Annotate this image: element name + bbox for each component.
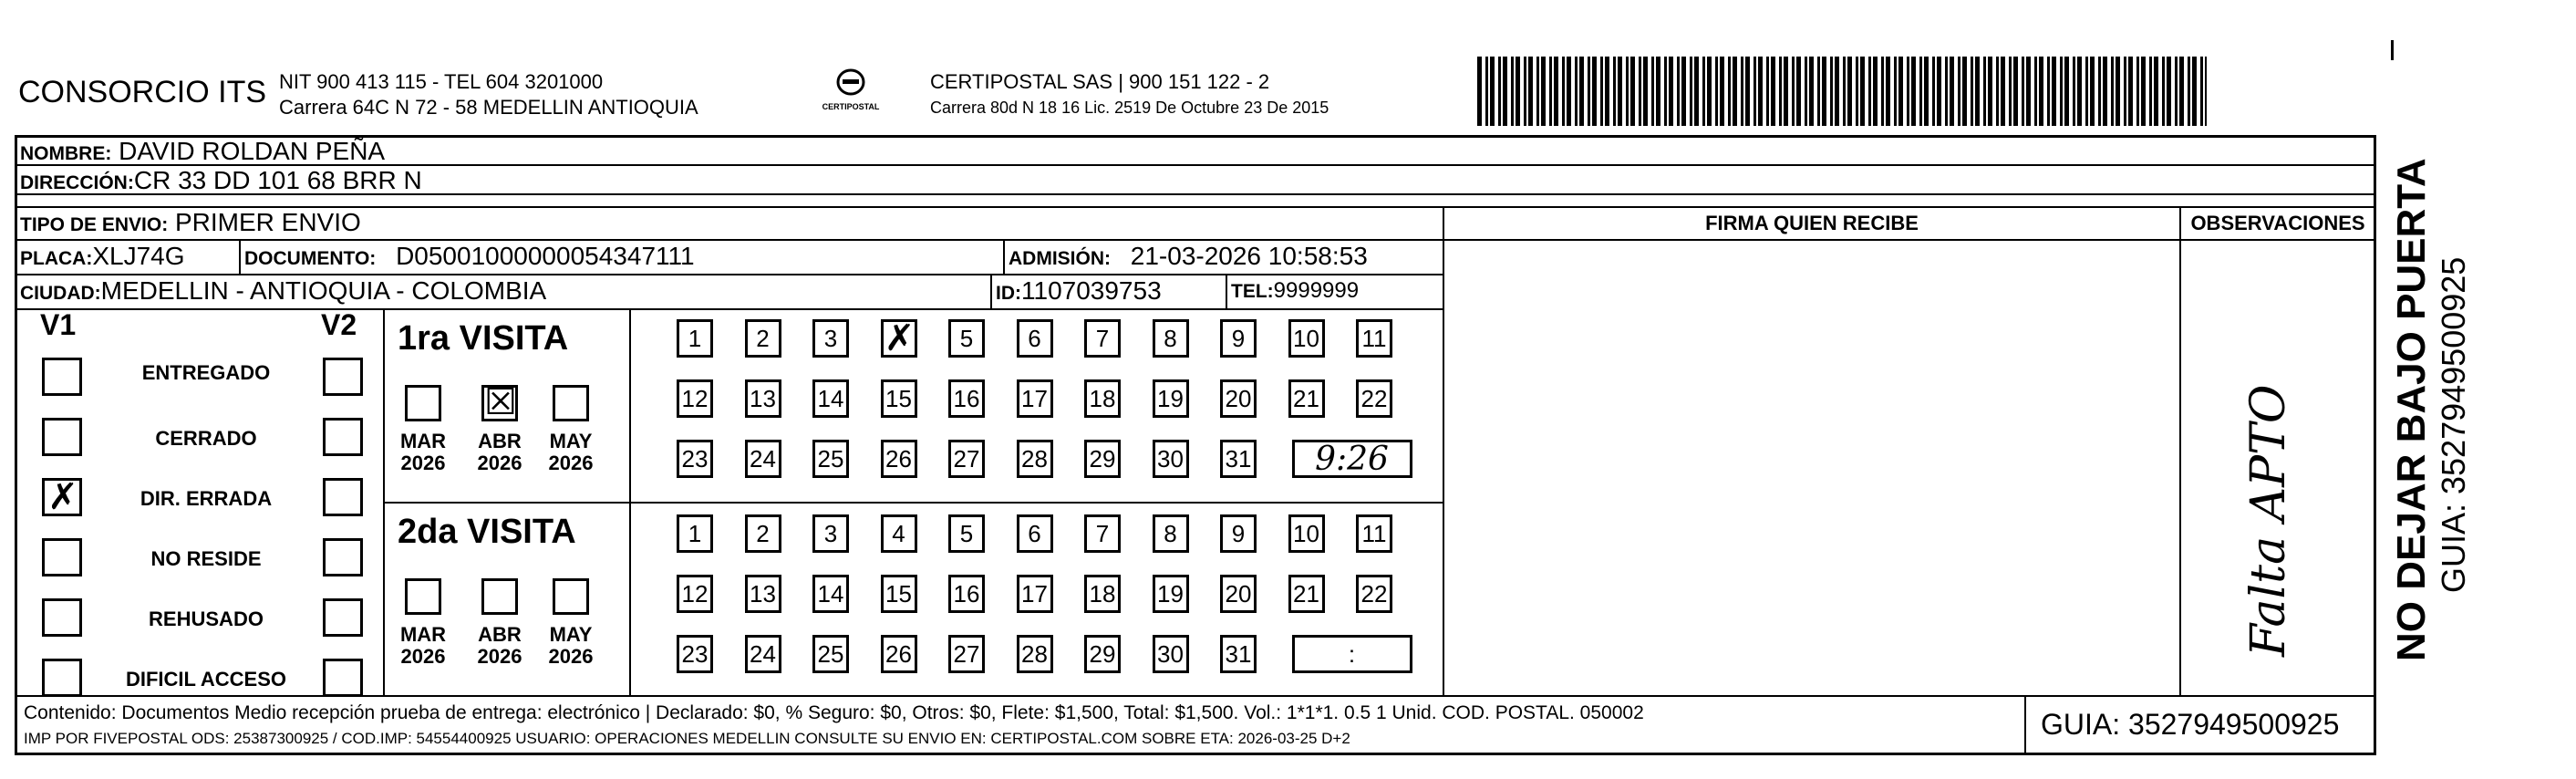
observaciones-header: OBSERVACIONES bbox=[2190, 212, 2365, 234]
day-box[interactable]: 27 bbox=[948, 635, 985, 673]
ciudad-label: CIUDAD: bbox=[20, 283, 101, 304]
day-box[interactable]: 18 bbox=[1084, 379, 1121, 418]
tel-label: TEL: bbox=[1231, 281, 1274, 302]
firma-header: FIRMA QUIEN RECIBE bbox=[1705, 212, 1919, 234]
day-box[interactable]: 21 bbox=[1288, 379, 1325, 418]
day-box[interactable]: 27 bbox=[948, 440, 985, 478]
contenido-line: Contenido: Documentos Medio recepción prueba de entrega: electrónico | Declarado: $0, % Seguro: $0, Otros: $0, Flete: $1,500, Total: $1,500. Vol.: 1*1*1. 0.5 1 Unid. COD. POSTAL. 050002 bbox=[24, 702, 1644, 723]
documento-row bbox=[244, 242, 695, 271]
day-box[interactable]: 5 bbox=[948, 514, 985, 553]
status-label: REHUSADO bbox=[149, 608, 264, 630]
day-box[interactable]: 22 bbox=[1356, 379, 1392, 418]
month-name: MAY bbox=[549, 430, 593, 452]
day-box[interactable]: 17 bbox=[1017, 379, 1053, 418]
company-address: Carrera 64C N 72 - 58 MEDELLIN ANTIOQUIA bbox=[279, 96, 698, 119]
day-box[interactable]: 9 bbox=[1220, 319, 1257, 358]
certipostal-info bbox=[930, 69, 1329, 120]
rule bbox=[15, 239, 1443, 241]
day-box[interactable]: 24 bbox=[745, 440, 781, 478]
day-box[interactable]: 5 bbox=[948, 319, 985, 358]
day-box[interactable]: 20 bbox=[1220, 379, 1257, 418]
day-box[interactable]: 7 bbox=[1084, 319, 1121, 358]
rule bbox=[2024, 695, 2026, 755]
day-box[interactable]: 10 bbox=[1288, 514, 1325, 553]
direccion-label: DIRECCIÓN: bbox=[20, 172, 134, 193]
day-box[interactable]: 25 bbox=[812, 635, 849, 673]
month-label bbox=[394, 624, 452, 668]
placa-label: PLACA: bbox=[20, 248, 93, 269]
rule bbox=[990, 274, 992, 308]
footer-guia: GUIA: 3527949500925 bbox=[2041, 708, 2340, 741]
month-label bbox=[471, 624, 529, 668]
v2-label: V2 bbox=[321, 308, 357, 341]
direccion-row bbox=[20, 166, 422, 195]
month-year: 2026 bbox=[548, 452, 594, 474]
day-box[interactable]: 15 bbox=[881, 575, 917, 613]
admision-value: 21-03-2026 10:58:53 bbox=[1130, 242, 1368, 270]
status-label: DIR. ERRADA bbox=[140, 487, 273, 510]
day-box[interactable]: 21 bbox=[1288, 575, 1325, 613]
status-v1-checkbox[interactable] bbox=[42, 478, 82, 516]
day-box[interactable]: 30 bbox=[1153, 635, 1189, 673]
id-value: 1107039753 bbox=[1021, 276, 1162, 305]
day-box[interactable]: 17 bbox=[1017, 575, 1053, 613]
day-box[interactable]: 3 bbox=[812, 319, 849, 358]
day-box[interactable]: 23 bbox=[677, 635, 713, 673]
tel-value: 9999999 bbox=[1273, 278, 1360, 303]
day-box[interactable]: 10 bbox=[1288, 319, 1325, 358]
logo-text: CERTIPOSTAL bbox=[822, 102, 880, 111]
id-row bbox=[996, 276, 1162, 306]
month-year: 2026 bbox=[477, 645, 522, 668]
month-year: 2026 bbox=[477, 452, 522, 474]
month-label bbox=[542, 624, 600, 668]
observaciones-handwriting: Falta APTO bbox=[2241, 384, 2296, 657]
rule bbox=[239, 239, 241, 274]
status-label: CERRADO bbox=[155, 427, 257, 450]
documento-label: DOCUMENTO: bbox=[244, 248, 377, 269]
company-name: CONSORCIO ITS bbox=[18, 75, 267, 109]
day-box[interactable]: 3 bbox=[812, 514, 849, 553]
tipo-envio-label: TIPO DE ENVIO: bbox=[20, 214, 169, 235]
month-name: ABR bbox=[478, 623, 522, 646]
status-v1-checkbox[interactable] bbox=[42, 659, 82, 697]
status-v1-checkbox[interactable] bbox=[42, 358, 82, 396]
day-box[interactable]: 13 bbox=[745, 575, 781, 613]
tipo-envio-row bbox=[20, 208, 361, 237]
day-box[interactable]: 14 bbox=[812, 379, 849, 418]
tipo-envio-value: PRIMER ENVIO bbox=[174, 208, 361, 236]
month-name: MAR bbox=[399, 430, 447, 452]
day-box[interactable]: 31 bbox=[1220, 635, 1257, 673]
month-checkbox[interactable] bbox=[553, 385, 589, 421]
certipostal-line: CERTIPOSTAL SAS | 900 151 122 - 2 bbox=[930, 70, 1270, 93]
day-box[interactable]: 7 bbox=[1084, 514, 1121, 553]
month-checkbox[interactable] bbox=[405, 385, 441, 421]
check-mark: ✗ bbox=[47, 476, 78, 518]
status-v2-checkbox[interactable] bbox=[323, 358, 363, 396]
month-label bbox=[542, 431, 600, 474]
placa-value: XLJ74G bbox=[92, 242, 185, 270]
ciudad-value: MEDELLIN - ANTIOQUIA - COLOMBIA bbox=[100, 276, 547, 305]
day-box[interactable]: 23 bbox=[677, 440, 713, 478]
nombre-label: NOMBRE: bbox=[20, 143, 112, 164]
day-box[interactable]: 11 bbox=[1356, 319, 1392, 358]
status-v1-checkbox[interactable] bbox=[42, 598, 82, 637]
visit1-title: 1ra VISITA bbox=[398, 319, 569, 358]
month-year: 2026 bbox=[400, 645, 446, 668]
month-year: 2026 bbox=[548, 645, 594, 668]
rule bbox=[1226, 274, 1227, 308]
month-checkbox[interactable] bbox=[481, 578, 518, 615]
status-v1-checkbox[interactable] bbox=[42, 418, 82, 456]
tel-row bbox=[1231, 278, 1359, 304]
day-box[interactable]: 24 bbox=[745, 635, 781, 673]
day-box[interactable]: 25 bbox=[812, 440, 849, 478]
rule bbox=[1003, 239, 1005, 274]
day-box[interactable]: 16 bbox=[948, 575, 985, 613]
day-box[interactable]: 1 bbox=[677, 514, 713, 553]
id-label: ID: bbox=[996, 283, 1021, 304]
status-v2-checkbox[interactable] bbox=[323, 418, 363, 456]
status-v2-checkbox[interactable] bbox=[323, 598, 363, 637]
status-v2-checkbox[interactable] bbox=[323, 538, 363, 576]
nit-line: NIT 900 413 115 - TEL 604 3201000 bbox=[279, 70, 604, 93]
day-box[interactable]: 8 bbox=[1153, 319, 1189, 358]
check-mark: ☒ bbox=[484, 381, 517, 423]
day-box[interactable]: 22 bbox=[1356, 575, 1392, 613]
day-box[interactable]: 12 bbox=[677, 379, 713, 418]
placa-row bbox=[20, 242, 185, 271]
day-box[interactable]: 2 bbox=[745, 319, 781, 358]
rule bbox=[1443, 239, 2376, 241]
company-contact bbox=[279, 69, 698, 120]
month-name: ABR bbox=[478, 430, 522, 452]
day-box[interactable]: 9 bbox=[1220, 514, 1257, 553]
month-name: MAR bbox=[399, 623, 447, 646]
day-box[interactable]: 19 bbox=[1153, 575, 1189, 613]
day-box[interactable]: 19 bbox=[1153, 379, 1189, 418]
day-box[interactable]: 26 bbox=[881, 440, 917, 478]
imp-line: IMP POR FIVEPOSTAL ODS: 25387300925 / COD.IMP: 54554400925 USUARIO: OPERACIONES MEDELLIN CONSULTE SU ENVIO EN: CERTIPOSTAL.COM SOBRE ETA: 2026-03-25 D+2 bbox=[24, 730, 1350, 747]
rule bbox=[1443, 206, 1444, 695]
ciudad-row bbox=[20, 276, 546, 306]
day-box[interactable]: 29 bbox=[1084, 440, 1121, 478]
direccion-value: CR 33 DD 101 68 BRR N bbox=[133, 166, 422, 194]
v1-label: V1 bbox=[40, 308, 77, 341]
day-box[interactable]: 13 bbox=[745, 379, 781, 418]
day-box[interactable]: 6 bbox=[1017, 319, 1053, 358]
day-box[interactable]: 15 bbox=[881, 379, 917, 418]
rule bbox=[2179, 206, 2181, 695]
time-box[interactable]: : bbox=[1292, 635, 1412, 673]
status-v2-checkbox[interactable] bbox=[323, 478, 363, 516]
month-checkbox[interactable] bbox=[405, 578, 441, 615]
month-label bbox=[394, 431, 452, 474]
month-name: MAY bbox=[549, 623, 593, 646]
day-box[interactable]: 30 bbox=[1153, 440, 1189, 478]
day-box[interactable]: 28 bbox=[1017, 635, 1053, 673]
corner-mark bbox=[2391, 40, 2394, 60]
check-mark: ✗ bbox=[884, 317, 916, 359]
month-checkbox[interactable] bbox=[481, 381, 518, 423]
certipostal-logo bbox=[810, 66, 892, 117]
day-box[interactable]: 12 bbox=[677, 575, 713, 613]
certipostal-address: Carrera 80d N 18 16 Lic. 2519 De Octubre 23 De 2015 bbox=[930, 99, 1329, 117]
barcode bbox=[1477, 57, 2207, 126]
day-box[interactable]: 26 bbox=[881, 635, 917, 673]
side-guia: GUIA: 3527949500925 bbox=[2435, 256, 2472, 593]
documento-value: D05001000000054347111 bbox=[396, 242, 695, 270]
rule bbox=[15, 695, 2376, 697]
admision-row bbox=[1009, 242, 1368, 271]
day-box[interactable]: 31 bbox=[1220, 440, 1257, 478]
day-box[interactable]: 11 bbox=[1356, 514, 1392, 553]
status-v2-checkbox[interactable] bbox=[323, 659, 363, 697]
month-checkbox[interactable] bbox=[553, 578, 589, 615]
rule bbox=[383, 502, 1443, 504]
month-label bbox=[471, 431, 529, 474]
status-label: DIFICIL ACCESO bbox=[125, 668, 286, 691]
day-box[interactable]: 16 bbox=[948, 379, 985, 418]
day-box[interactable]: 29 bbox=[1084, 635, 1121, 673]
rule bbox=[15, 206, 2376, 208]
day-box[interactable] bbox=[881, 319, 917, 358]
day-box[interactable]: 14 bbox=[812, 575, 849, 613]
status-label: ENTREGADO bbox=[141, 361, 271, 384]
day-box[interactable]: 8 bbox=[1153, 514, 1189, 553]
day-box[interactable]: 6 bbox=[1017, 514, 1053, 553]
time-box[interactable]: 9:26 bbox=[1292, 440, 1412, 478]
rule bbox=[15, 308, 1443, 310]
day-box[interactable]: 18 bbox=[1084, 575, 1121, 613]
nombre-value: DAVID ROLDAN PEÑA bbox=[119, 137, 386, 165]
visit2-title: 2da VISITA bbox=[398, 513, 576, 551]
rule bbox=[15, 274, 1443, 275]
day-box[interactable]: 20 bbox=[1220, 575, 1257, 613]
status-label: NO RESIDE bbox=[150, 547, 262, 570]
day-box[interactable]: 1 bbox=[677, 319, 713, 358]
status-v1-checkbox[interactable] bbox=[42, 538, 82, 576]
day-box[interactable]: 2 bbox=[745, 514, 781, 553]
admision-label: ADMISIÓN: bbox=[1009, 248, 1111, 269]
month-year: 2026 bbox=[400, 452, 446, 474]
day-box[interactable]: 4 bbox=[881, 514, 917, 553]
side-warning: NO DEJAR BAJO PUERTA bbox=[2389, 158, 2434, 661]
nombre-row bbox=[20, 137, 385, 166]
day-box[interactable]: 28 bbox=[1017, 440, 1053, 478]
